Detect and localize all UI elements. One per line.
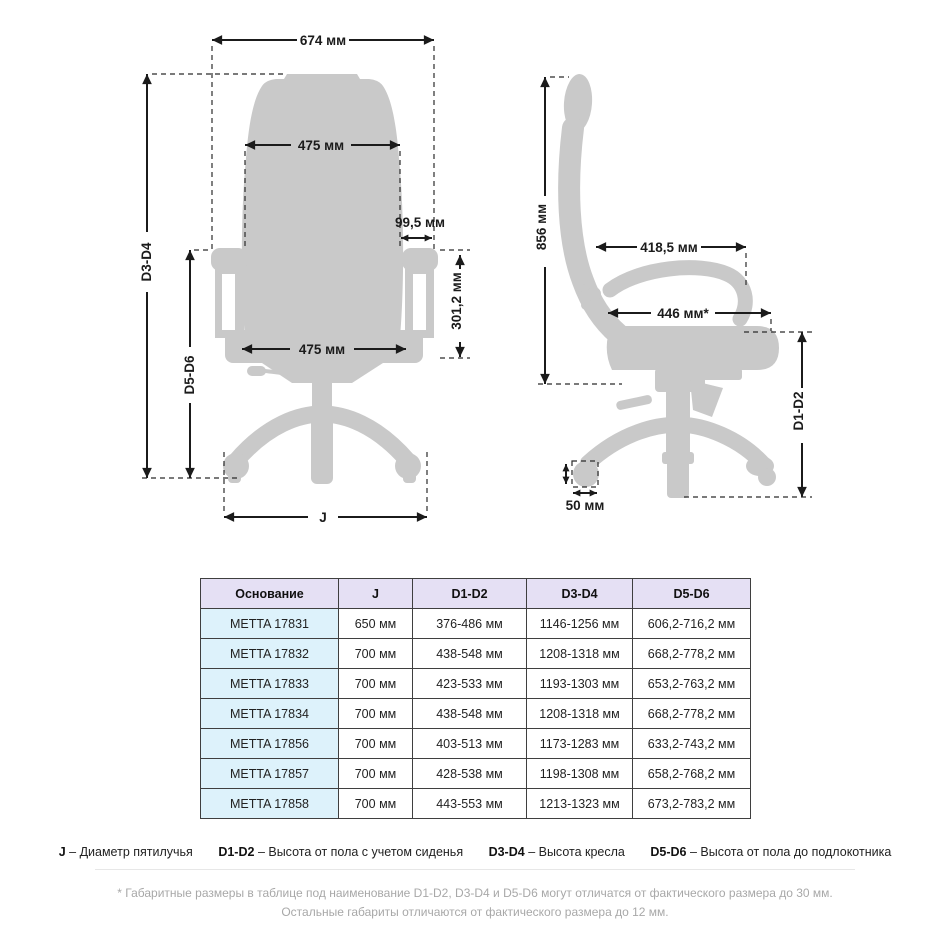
dimension-label: 475 мм	[298, 342, 346, 357]
value-cell: 700 мм	[339, 669, 413, 699]
value-cell: 653,2-763,2 мм	[633, 669, 751, 699]
footnote-line-2: Остальные габариты отличаются от фактического размера до 12 мм.	[281, 905, 669, 919]
value-cell: 1208-1318 мм	[527, 639, 633, 669]
dimensions-table-body	[201, 609, 751, 819]
dimension-label: D5-D6	[182, 355, 197, 395]
column-header-d5d6: D5-D6	[633, 579, 751, 609]
value-cell: 658,2-768,2 мм	[633, 759, 751, 789]
model-cell: METTA 17833	[201, 669, 339, 699]
legend-item-d5d6: D5-D6 – Высота от пола до подлокотника	[650, 845, 892, 859]
dimension-label: 856 мм	[534, 203, 549, 251]
value-cell: 438-548 мм	[413, 639, 527, 669]
table-row	[201, 789, 751, 819]
value-cell: 1193-1303 мм	[527, 669, 633, 699]
value-cell: 668,2-778,2 мм	[633, 699, 751, 729]
column-header-base: Основание	[201, 579, 339, 609]
value-cell: 1213-1323 мм	[527, 789, 633, 819]
model-cell: METTA 17857	[201, 759, 339, 789]
dimension-label: 446 мм*	[657, 306, 709, 321]
model-cell: METTA 17832	[201, 639, 339, 669]
value-cell: 1146-1256 мм	[527, 609, 633, 639]
table-row	[201, 729, 751, 759]
table-row	[201, 759, 751, 789]
dimension-label: 418,5 мм	[640, 240, 698, 255]
dimension-label: D1-D2	[791, 391, 806, 431]
divider-line	[95, 869, 855, 870]
legend	[0, 845, 950, 859]
dimension-label: 475 мм	[297, 138, 345, 153]
dimension-label: 99,5 мм	[395, 215, 445, 230]
value-cell: 423-533 мм	[413, 669, 527, 699]
dimension-label: J	[319, 510, 327, 525]
value-cell: 700 мм	[339, 639, 413, 669]
chair-front-silhouette	[211, 74, 438, 484]
value-cell: 650 мм	[339, 609, 413, 639]
model-cell: METTA 17858	[201, 789, 339, 819]
value-cell: 1208-1318 мм	[527, 699, 633, 729]
model-cell: METTA 17831	[201, 609, 339, 639]
footnote-line-1: * Габаритные размеры в таблице под наименование D1-D2, D3-D4 и D5-D6 могут отличатся от фактического размера до 30 мм.	[117, 886, 833, 900]
dimension-label: 301,2 мм	[449, 272, 464, 330]
value-cell: 700 мм	[339, 699, 413, 729]
dimension-label: D3-D4	[139, 242, 154, 282]
footnotes	[0, 884, 950, 922]
value-cell: 428-538 мм	[413, 759, 527, 789]
value-cell: 700 мм	[339, 729, 413, 759]
table-row	[201, 699, 751, 729]
value-cell: 606,2-716,2 мм	[633, 609, 751, 639]
dimension-label: 50 мм	[565, 498, 605, 513]
value-cell: 633,2-743,2 мм	[633, 729, 751, 759]
value-cell: 700 мм	[339, 789, 413, 819]
dimension-label: 674 мм	[299, 33, 347, 48]
value-cell: 438-548 мм	[413, 699, 527, 729]
model-cell: METTA 17856	[201, 729, 339, 759]
column-header-d3d4: D3-D4	[527, 579, 633, 609]
table-header-row	[201, 579, 751, 609]
value-cell: 376-486 мм	[413, 609, 527, 639]
table-row	[201, 639, 751, 669]
value-cell: 403-513 мм	[413, 729, 527, 759]
dimensions-table	[200, 578, 751, 819]
column-header-j: J	[339, 579, 413, 609]
table-row	[201, 609, 751, 639]
legend-item-d1d2: D1-D2 – Высота от пола с учетом сиденья	[218, 845, 464, 859]
value-cell: 1198-1308 мм	[527, 759, 633, 789]
value-cell: 1173-1283 мм	[527, 729, 633, 759]
value-cell: 673,2-783,2 мм	[633, 789, 751, 819]
value-cell: 443-553 мм	[413, 789, 527, 819]
legend-item-d3d4: D3-D4 – Высота кресла	[488, 845, 625, 859]
table-row	[201, 669, 751, 699]
legend-item-j: J – Диаметр пятилучья	[58, 845, 193, 859]
chair-side-silhouette	[562, 73, 779, 498]
column-header-d1d2: D1-D2	[413, 579, 527, 609]
model-cell: METTA 17834	[201, 699, 339, 729]
value-cell: 668,2-778,2 мм	[633, 639, 751, 669]
value-cell: 700 мм	[339, 759, 413, 789]
